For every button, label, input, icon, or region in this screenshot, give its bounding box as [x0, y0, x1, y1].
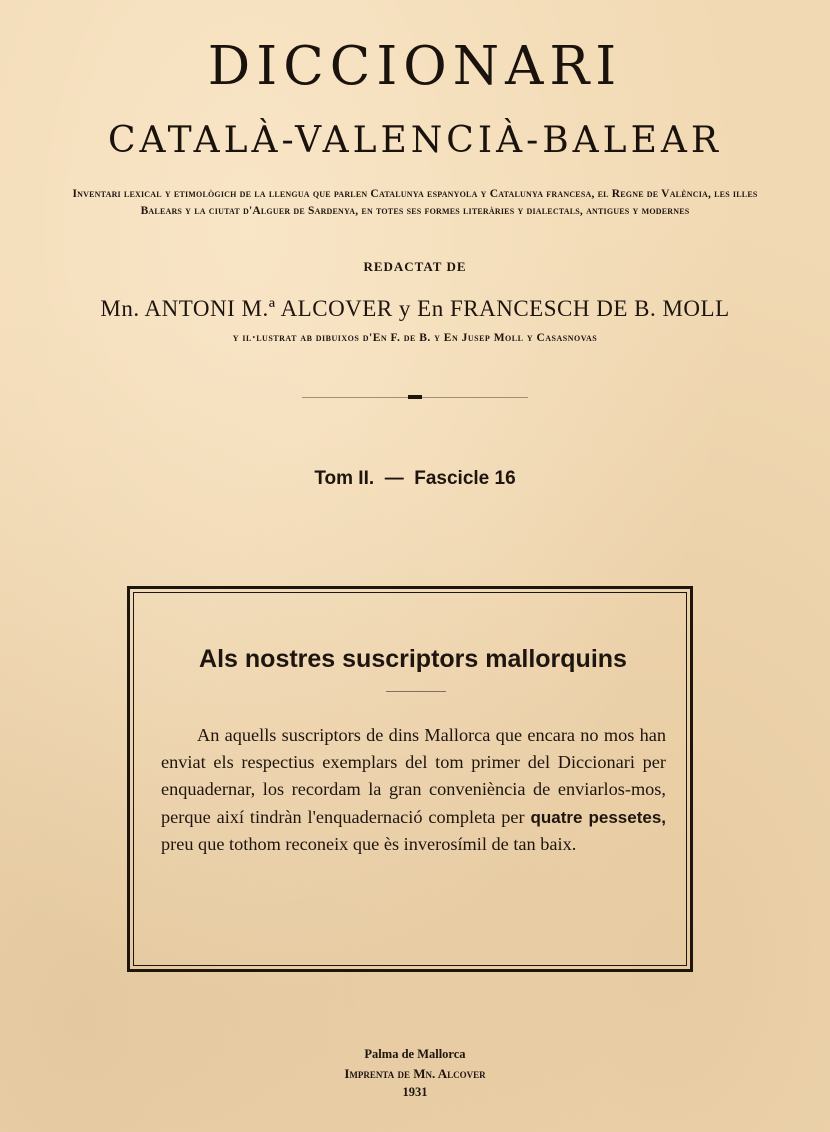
ornament-dash: [408, 395, 422, 399]
volume-fascicle: Tom II. — Fascicle 16: [314, 468, 516, 489]
footer-place: Palma de Mallorca: [364, 1047, 466, 1061]
work-description: Inventari lexical y etimològich de la llengua que parlen Catalunya espanyola y Catalunya francesa, el Regne de València, les illes Balears y la ciutat d'Alguer de Sardenya, en totes ses formes literàries y dialectals, antigues y modernes: [72, 188, 758, 217]
notice-body-price: quatre pessetes,: [530, 807, 666, 827]
footer-year: 1931: [402, 1085, 428, 1099]
page-subtitle: CATALÀ-VALENCIÀ-BALEAR: [108, 120, 722, 161]
ornament-divider: [302, 393, 528, 401]
illustration-credit: y il·lustrat ab dibuixos d'En F. de B. y En Jusep Moll y Casasnovas: [232, 332, 598, 344]
notice-body: [161, 722, 666, 858]
notice-box: [127, 586, 693, 972]
notice-title: Als nostres suscriptors mallorquins: [199, 645, 627, 673]
notice-body-end: preu que tothom reconeix que ès inverosímil de tan baix.: [161, 833, 577, 854]
redactat-label: REDACTAT DE: [363, 259, 467, 274]
authors-line: Mn. ANTONI M.ª ALCOVER y En FRANCESCH DE B. MOLL: [100, 296, 730, 321]
notice-rule: [386, 691, 446, 692]
notice-body-start: An aquells suscriptors de dins Mallorca que encara no mos han enviat els respectius exemplars del tom primer del Diccionari per enquadernar, los recordam la gran conveniència de enviarlos-mos, perque així tindràn l'enquadernació completa per: [161, 725, 666, 827]
page-title: DICCIONARI: [207, 36, 623, 97]
footer-printer: Imprenta de Mn. Alcover: [344, 1066, 486, 1081]
